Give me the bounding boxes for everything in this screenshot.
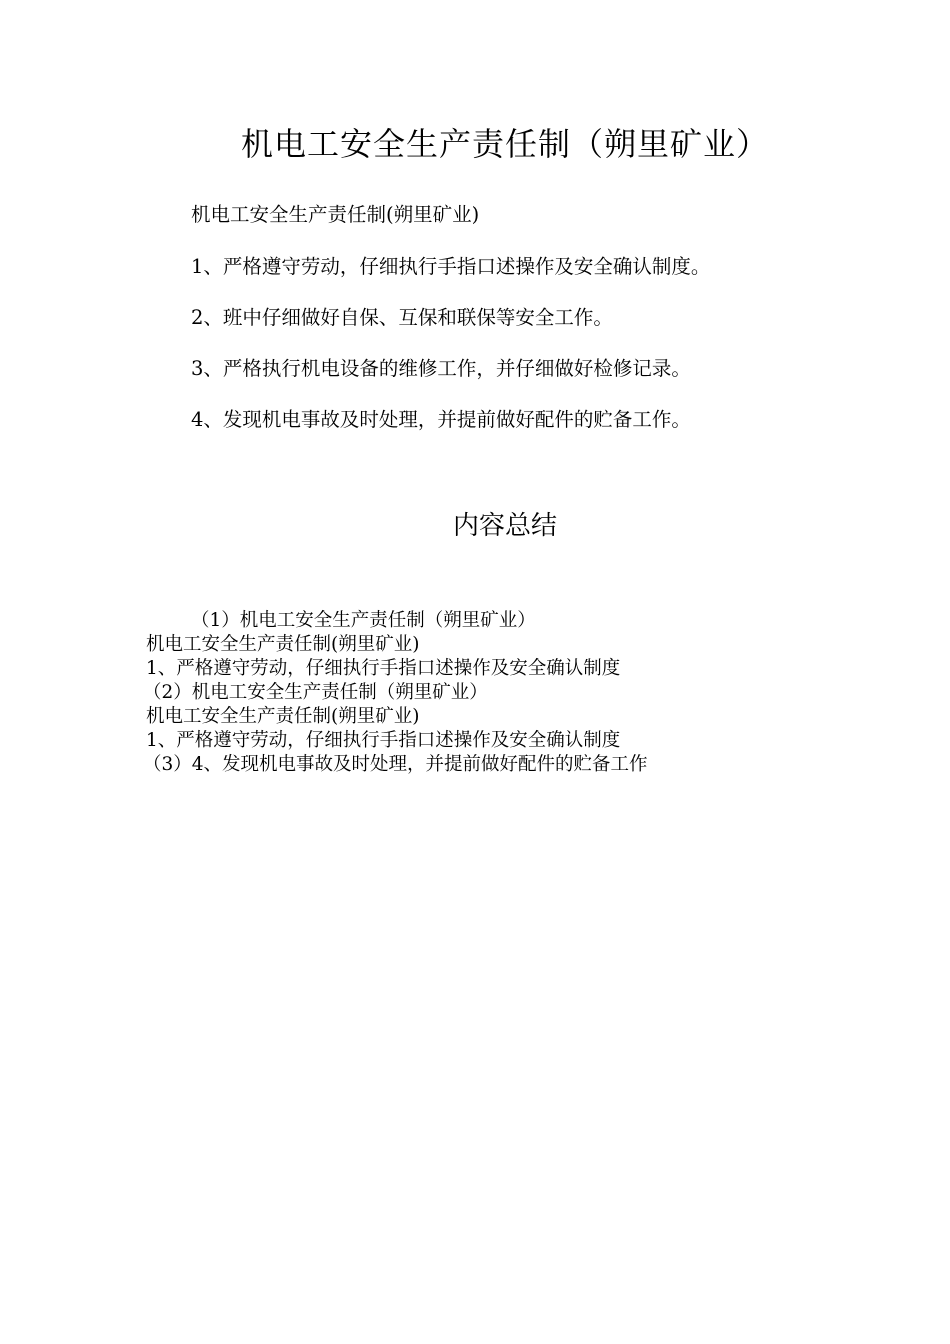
summary-line-6: 1、严格遵守劳动，仔细执行手指口述操作及安全确认制度 [146, 730, 621, 751]
summary-line-3: 1、严格遵守劳动，仔细执行手指口述操作及安全确认制度 [146, 658, 621, 679]
responsibility-item-1: 1、严格遵守劳动，仔细执行手指口述操作及安全确认制度。 [191, 255, 711, 278]
document-title: 机电工安全生产责任制（朔里矿业） [240, 125, 769, 163]
responsibility-item-3: 3、严格执行机电设备的维修工作，并仔细做好检修记录。 [191, 357, 691, 380]
summary-line-1: （1）机电工安全生产责任制（朔里矿业） [191, 610, 536, 631]
summary-line-7: （3）4、发现机电事故及时处理，并提前做好配件的贮备工作 [143, 754, 648, 775]
responsibility-item-2: 2、班中仔细做好自保、互保和联保等安全工作。 [191, 306, 613, 329]
summary-line-2: 机电工安全生产责任制(朔里矿业) [146, 634, 420, 655]
summary-heading: 内容总结 [452, 511, 557, 541]
summary-line-4: （2）机电工安全生产责任制（朔里矿业） [143, 682, 488, 703]
responsibility-item-4: 4、发现机电事故及时处理，并提前做好配件的贮备工作。 [191, 408, 691, 431]
summary-line-5: 机电工安全生产责任制(朔里矿业) [146, 706, 420, 727]
document-subtitle: 机电工安全生产责任制(朔里矿业) [191, 203, 480, 226]
